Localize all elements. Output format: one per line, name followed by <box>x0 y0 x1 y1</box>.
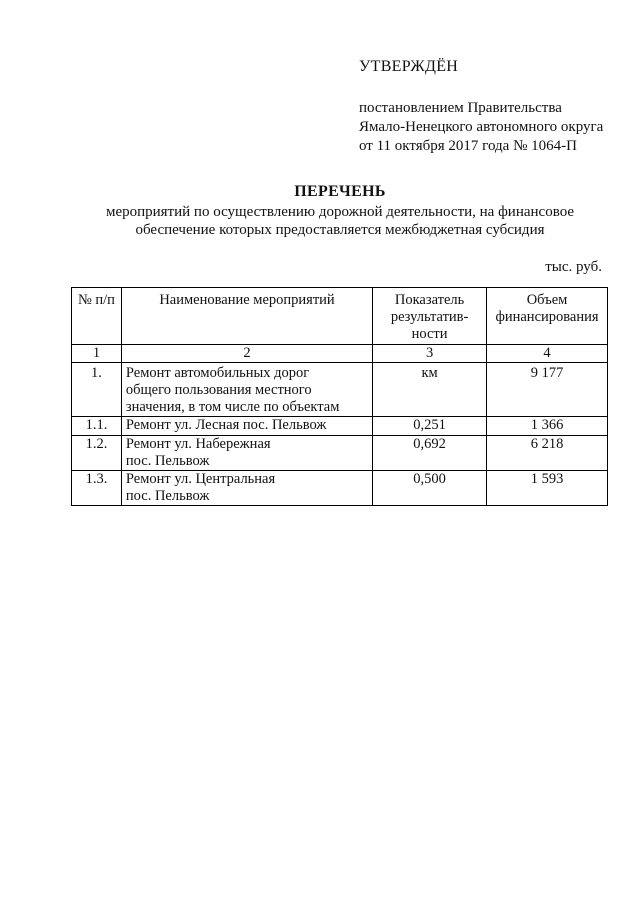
subtitle-line: обеспечение которых предоставляется межбюджетная субсидия <box>135 222 545 238</box>
row-name-line: Ремонт ул. Центральная <box>125 471 276 487</box>
row-name <box>121 436 372 471</box>
header-volume-line: Объем <box>526 292 568 308</box>
header-name: Наименование мероприятий <box>121 288 372 345</box>
column-number: 2 <box>121 345 372 363</box>
approval-title: УТВЕРЖДЁН <box>359 58 459 75</box>
header-indicator-line: ности <box>411 326 448 342</box>
document-title: ПЕРЕЧЕНЬ <box>294 183 386 200</box>
approval-line: постановлением Правительства <box>359 100 562 116</box>
row-name-line: общего пользования местного <box>125 382 312 398</box>
row-volume: 9 177 <box>487 363 608 417</box>
row-name <box>121 417 372 436</box>
row-name-line: Ремонт ул. Набережная <box>125 436 271 452</box>
table-row <box>72 436 608 471</box>
row-number: 1.2. <box>72 436 122 471</box>
row-name-line: пос. Пельвож <box>125 488 210 504</box>
row-name-line: Ремонт ул. Лесная пос. Пельвож <box>125 417 327 433</box>
header-volume-line: финансирования <box>495 309 599 325</box>
approval-line: от 11 октября 2017 года № 1064-П <box>359 138 577 154</box>
row-indicator: 0,500 <box>373 471 487 506</box>
row-number: 1.3. <box>72 471 122 506</box>
row-name-line: пос. Пельвож <box>125 453 210 469</box>
row-indicator: 0,251 <box>373 417 487 436</box>
row-indicator: км <box>373 363 487 417</box>
header-number: № п/п <box>72 288 122 345</box>
row-name <box>121 363 372 417</box>
measures-table <box>71 287 608 506</box>
table-row <box>72 471 608 506</box>
row-volume: 6 218 <box>487 436 608 471</box>
row-name <box>121 471 372 506</box>
header-indicator-line: результатив- <box>390 309 469 325</box>
row-number: 1.1. <box>72 417 122 436</box>
document-subtitle <box>60 203 620 239</box>
row-volume: 1 593 <box>487 471 608 506</box>
table-header-row <box>72 288 608 345</box>
header-volume <box>487 288 608 345</box>
row-name-line: Ремонт автомобильных дорог <box>125 365 310 381</box>
header-indicator-line: Показатель <box>394 292 465 308</box>
column-number: 3 <box>373 345 487 363</box>
row-name-line: значения, в том числе по объектам <box>125 399 340 415</box>
column-numbers-row <box>72 345 608 363</box>
approval-line: Ямало-Ненецкого автономного округа <box>359 119 604 135</box>
approval-details <box>359 99 619 156</box>
column-number: 1 <box>72 345 122 363</box>
units-label: тыс. руб. <box>545 259 602 275</box>
column-number: 4 <box>487 345 608 363</box>
row-volume: 1 366 <box>487 417 608 436</box>
subtitle-line: мероприятий по осуществлению дорожной деятельности, на финансовое <box>105 204 575 220</box>
approval-block <box>359 57 619 156</box>
header-indicator <box>373 288 487 345</box>
table-row <box>72 417 608 436</box>
table-row <box>72 363 608 417</box>
row-indicator: 0,692 <box>373 436 487 471</box>
row-number: 1. <box>72 363 122 417</box>
